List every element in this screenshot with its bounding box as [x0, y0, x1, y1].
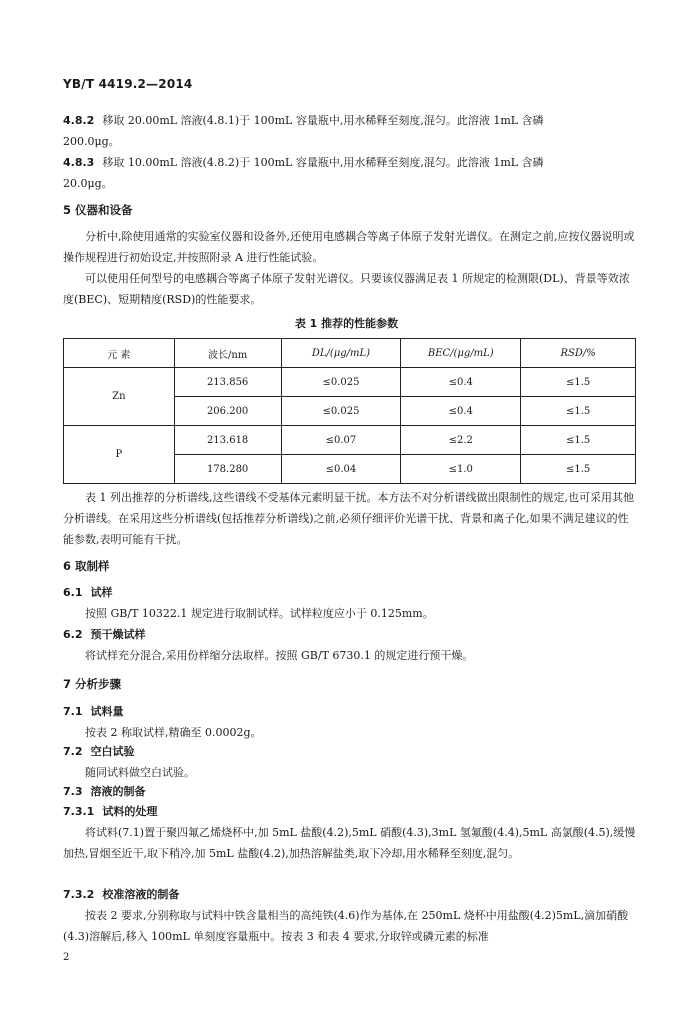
clause-4-8-2 [63, 110, 637, 152]
clause-title: 试料量 [90, 705, 124, 718]
clause-number: 6.2 [63, 628, 83, 641]
clause-text-cont: 20.0μg。 [63, 177, 113, 190]
clause-title: 空白试验 [90, 745, 135, 758]
table-cell: ≤0.07 [281, 426, 401, 455]
clause-6-1 [63, 582, 637, 624]
clause-number: 7.2 [63, 745, 83, 758]
clause-text: 移取 20.00mL 溶液(4.8.1)于 100mL 容量瓶中,用水稀释至刻度,混匀。此溶液 1mL 含磷 [102, 114, 544, 127]
clause-6-2 [63, 624, 637, 666]
table-note-para: 表 1 列出推荐的分析谱线,这些谱线不受基体元素明显干扰。本方法不对分析谱线做出限制性的规定,也可采用其他分析谱线。在采用这些分析谱线(包括推荐分析谱线)之前,必须仔细评价光谱干扰、背景和离子化,如果不满足建议的性能参数,表明可能有干扰。 [63, 491, 634, 546]
clause-title: 试料的处理 [102, 805, 158, 818]
table-cell: ≤1.5 [521, 426, 636, 455]
clause-text: 将试样充分混合,采用份样缩分法取样。按照 GB/T 6730.1 的规定进行预干燥。 [85, 649, 474, 662]
clause-title: 校准溶液的制备 [102, 888, 180, 901]
table-cell: 213.856 [174, 368, 281, 397]
clause-text-cont: 200.0μg。 [63, 135, 120, 148]
clause-7-3 [63, 781, 637, 802]
table-caption: 表 1 推荐的性能参数 [294, 317, 399, 330]
clause-number: 7.3.1 [63, 805, 95, 818]
table-cell: ≤0.4 [401, 368, 521, 397]
table-cell: ≤2.2 [401, 426, 521, 455]
clause-title: 预干燥试样 [90, 628, 146, 641]
clause-7-2 [63, 741, 637, 783]
clause-text: 按表 2 称取试样,精确至 0.0002g。 [85, 726, 262, 739]
table-cell: 178.280 [174, 455, 281, 484]
clause-number: 4.8.2 [63, 114, 95, 127]
header-cell: 波长/nm [174, 339, 281, 368]
header-cell: DL/(μg/mL) [281, 339, 401, 368]
clause-text: 按表 2 要求,分别称取与试料中铁含量相当的高纯铁(4.6)作为基体,在 250mL 烧杯中用盐酸(4.2)5mL,滴加硝酸(4.3)溶解后,移入 100mL 单刻度容量瓶中。按表 3 和表 4 要求,分取锌或磷元素的标准 [63, 909, 629, 943]
performance-table [63, 338, 636, 484]
table-header-row [64, 339, 636, 368]
clause-number: 6.1 [63, 586, 83, 599]
clause-text: 将试料(7.1)置于聚四氟乙烯烧杯中,加 5mL 盐酸(4.2),5mL 硝酸(4.3),3mL 氢氟酸(4.4),5mL 高氯酸(4.5),缓慢加热,冒烟至近干,取下稍冷,加 5mL 盐酸(4.2),加热溶解盐类,取下冷却,用水稀释至刻度,混匀。 [63, 826, 636, 860]
table-cell: ≤1.5 [521, 368, 636, 397]
clause-number: 7.3 [63, 785, 83, 798]
page-number: 2 [63, 952, 70, 963]
table-cell: 213.618 [174, 426, 281, 455]
section-6-heading: 6 取制样 [63, 559, 110, 573]
clause-text: 移取 10.00mL 溶液(4.8.2)于 100mL 容量瓶中,用水稀释至刻度,混匀。此溶液 1mL 含磷 [102, 156, 544, 169]
header-cell: RSD/% [521, 339, 636, 368]
table-cell: ≤0.4 [401, 397, 521, 426]
element-cell: Zn [64, 368, 175, 426]
table-cell: ≤1.5 [521, 455, 636, 484]
clause-text: 按照 GB/T 10322.1 规定进行取制试样。试样粒度应小于 0.125mm。 [85, 607, 434, 620]
clause-4-8-3 [63, 152, 637, 194]
clause-title: 试样 [90, 586, 113, 599]
table-row [64, 426, 636, 455]
table-cell: ≤0.025 [281, 368, 401, 397]
header-cell: 元 素 [64, 339, 175, 368]
clause-number: 4.8.3 [63, 156, 95, 169]
clause-7-3-1 [63, 801, 637, 864]
table-cell: ≤1.0 [401, 455, 521, 484]
clause-7-1 [63, 701, 637, 743]
clause-text: 随同试料做空白试验。 [85, 766, 195, 779]
table-cell: 206.200 [174, 397, 281, 426]
element-cell: P [64, 426, 175, 484]
section-5-heading: 5 仪器和设备 [63, 203, 133, 217]
clause-number: 7.1 [63, 705, 83, 718]
section-5-para-2: 可以使用任何型号的电感耦合等离子体原子发射光谱仪。只要该仪器满足表 1 所规定的检测限(DL)、背景等效浓度(BEC)、短期精度(RSD)的性能要求。 [63, 272, 630, 306]
table-cell: ≤1.5 [521, 397, 636, 426]
standard-number: YB/T 4419.2—2014 [63, 77, 193, 91]
section-5-para-1: 分析中,除使用通常的实验室仪器和设备外,还使用电感耦合等离子体原子发射光谱仪。在测定之前,应按仪器说明或操作规程进行初始设定,并按照附录 A 进行性能试验。 [63, 230, 635, 264]
table-cell: ≤0.04 [281, 455, 401, 484]
table-row [64, 368, 636, 397]
table-cell: ≤0.025 [281, 397, 401, 426]
clause-7-3-2 [63, 884, 637, 947]
clause-title: 溶液的制备 [90, 785, 146, 798]
header-cell: BEC/(μg/mL) [401, 339, 521, 368]
clause-number: 7.3.2 [63, 888, 95, 901]
section-7-heading: 7 分析步骤 [63, 677, 122, 691]
